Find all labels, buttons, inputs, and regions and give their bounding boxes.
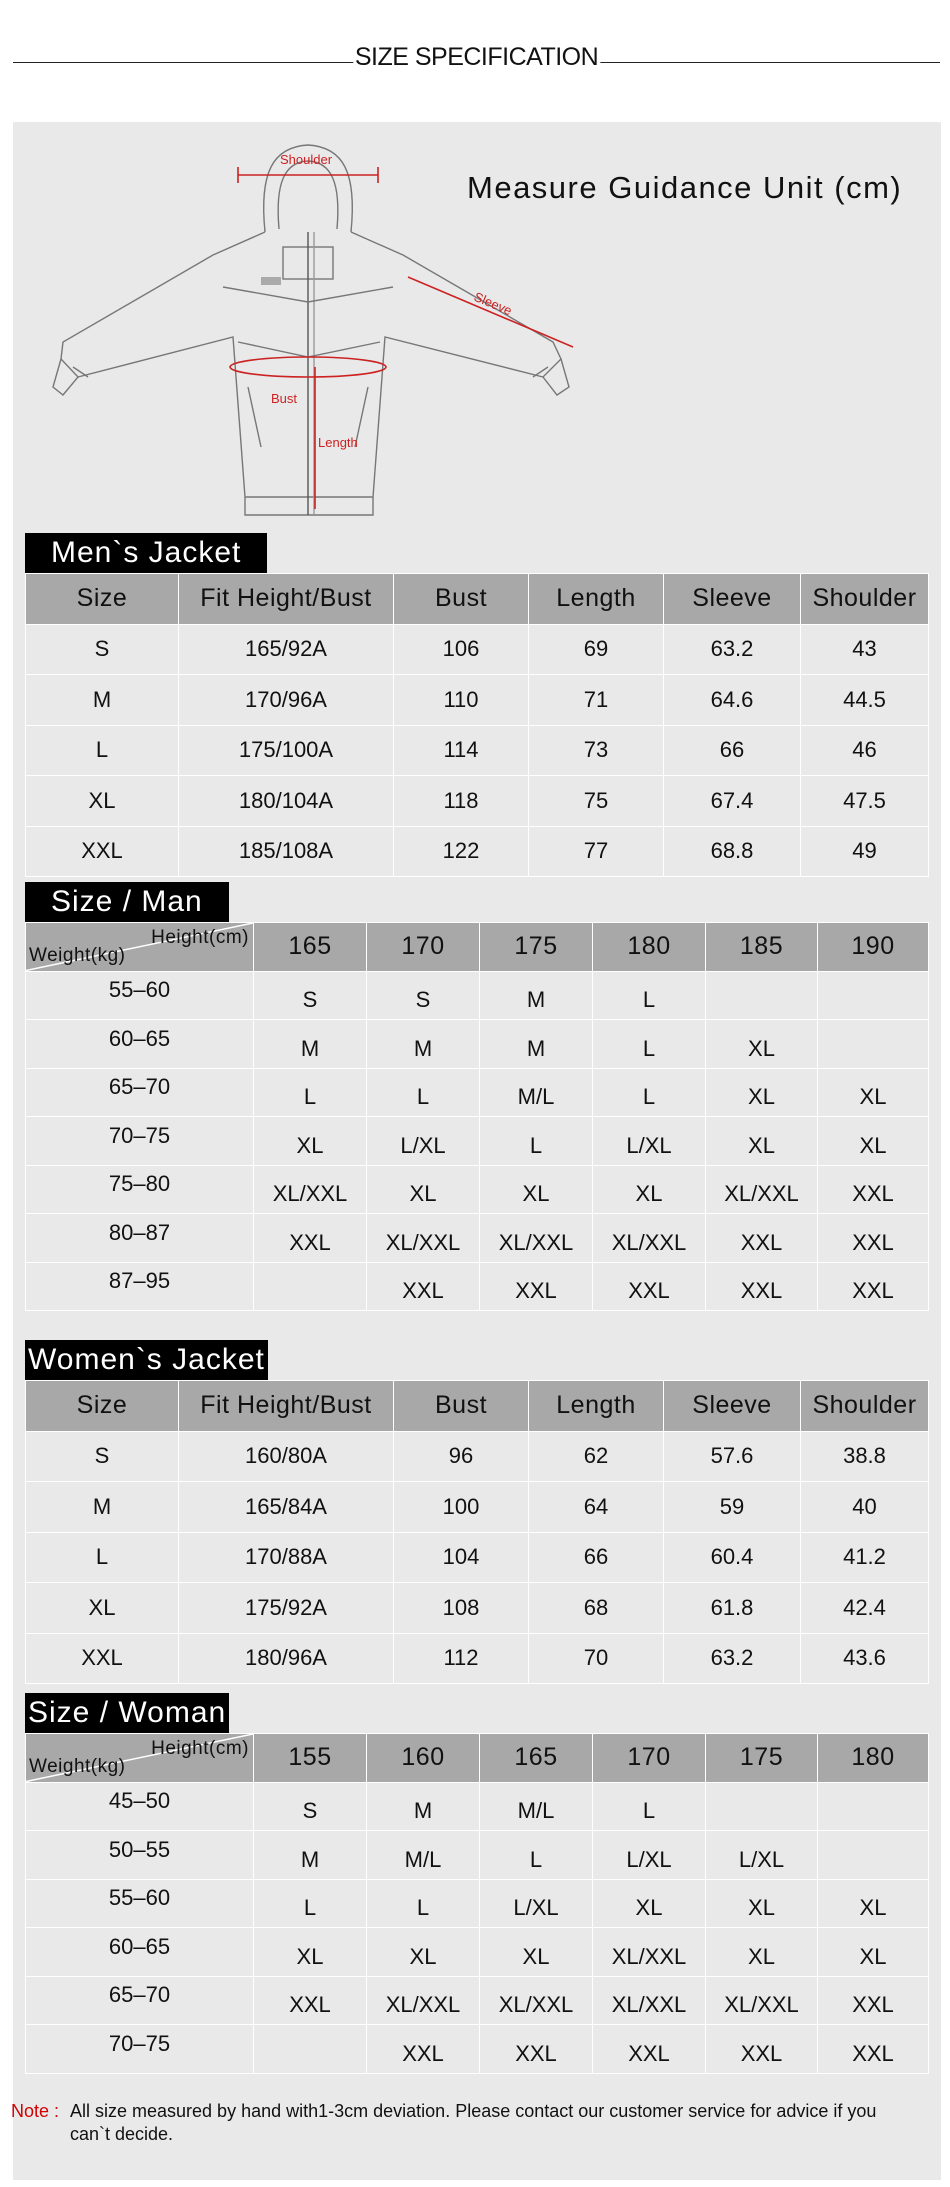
size-cell: XXL — [367, 1262, 480, 1311]
table-row — [26, 1262, 929, 1311]
size-cell — [254, 1262, 367, 1311]
size-cell: XL/XXL — [706, 1976, 818, 2025]
table-cell: S — [26, 624, 179, 675]
size-cell: XXL — [818, 2025, 929, 2074]
note-text: All size measured by hand with1-3cm deviation. Please contact our customer service for advice if you can`t decide. — [70, 2101, 877, 2144]
table-row — [26, 1020, 929, 1069]
size-cell: XXL — [818, 1262, 929, 1311]
size-cell: XL/XXL — [480, 1976, 593, 2025]
size-cell: XL — [480, 1165, 593, 1214]
weight-axis-label: Weight(kg) — [29, 1755, 126, 1777]
table-cell: 75 — [529, 776, 664, 827]
table-cell: 118 — [394, 776, 529, 827]
size-woman-tag: Size / Woman — [25, 1693, 229, 1733]
height-header: 165 — [254, 923, 367, 972]
mens-jacket-table — [25, 573, 929, 877]
size-cell: L — [367, 1879, 480, 1928]
size-cell: S — [367, 971, 480, 1020]
size-cell: XXL — [706, 2025, 818, 2074]
table-cell: 63.2 — [664, 1633, 801, 1684]
size-cell: XL/XXL — [367, 1214, 480, 1263]
table-cell: 57.6 — [664, 1431, 801, 1482]
size-cell: XL — [706, 1068, 818, 1117]
size-cell: XL — [254, 1928, 367, 1977]
height-header: 160 — [367, 1734, 480, 1783]
size-woman-table — [25, 1733, 929, 2074]
size-cell: L — [593, 1068, 706, 1117]
table-cell: 100 — [394, 1482, 529, 1533]
table-cell: 114 — [394, 725, 529, 776]
size-cell: XXL — [254, 1976, 367, 2025]
table-cell: 68.8 — [664, 826, 801, 877]
size-cell — [818, 1782, 929, 1831]
corner-header — [26, 923, 254, 972]
size-cell: XL — [480, 1928, 593, 1977]
size-cell: M — [367, 1020, 480, 1069]
height-header: 180 — [593, 923, 706, 972]
column-header: Shoulder — [801, 1381, 929, 1432]
size-cell: M — [480, 971, 593, 1020]
size-cell: M/L — [480, 1782, 593, 1831]
size-cell: L/XL — [480, 1879, 593, 1928]
size-cell — [818, 1831, 929, 1880]
column-header: Sleeve — [664, 1381, 801, 1432]
size-cell: XL — [367, 1165, 480, 1214]
table-row — [26, 1214, 929, 1263]
size-cell: L — [480, 1117, 593, 1166]
table-row — [26, 1165, 929, 1214]
size-cell: XXL — [367, 2025, 480, 2074]
size-cell — [818, 971, 929, 1020]
table-row — [26, 1431, 929, 1482]
size-cell: L/XL — [706, 1831, 818, 1880]
weight-cell: 70–75 — [26, 1117, 254, 1166]
height-header: 175 — [706, 1734, 818, 1783]
table-cell: 122 — [394, 826, 529, 877]
size-cell: XL/XXL — [254, 1165, 367, 1214]
size-man-tag: Size / Man — [25, 882, 229, 922]
table-cell: 47.5 — [801, 776, 929, 827]
table-row — [26, 1117, 929, 1166]
table-cell: 49 — [801, 826, 929, 877]
table-cell: 44.5 — [801, 675, 929, 726]
table-cell: 77 — [529, 826, 664, 877]
table-cell: 41.2 — [801, 1532, 929, 1583]
weight-cell: 70–75 — [26, 2025, 254, 2074]
size-cell: L — [254, 1068, 367, 1117]
size-cell: XL — [706, 1928, 818, 1977]
size-cell: L — [593, 1020, 706, 1069]
weight-cell: 60–65 — [26, 1020, 254, 1069]
bust-label: Bust — [271, 391, 298, 406]
section-heading — [13, 40, 940, 84]
guide-title: Measure Guidance Unit (cm) — [467, 170, 903, 205]
size-cell: XL — [706, 1879, 818, 1928]
weight-cell: 50–55 — [26, 1831, 254, 1880]
table-cell: 68 — [529, 1583, 664, 1634]
table-cell: 40 — [801, 1482, 929, 1533]
table-row — [26, 1976, 929, 2025]
table-row — [26, 725, 929, 776]
height-header: 165 — [480, 1734, 593, 1783]
table-row — [26, 1928, 929, 1977]
size-cell: XL/XXL — [593, 1928, 706, 1977]
size-cell: L/XL — [367, 1117, 480, 1166]
table-cell: 66 — [529, 1532, 664, 1583]
table-row — [26, 1879, 929, 1928]
weight-cell: 60–65 — [26, 1928, 254, 1977]
table-cell: 106 — [394, 624, 529, 675]
size-cell: L — [254, 1879, 367, 1928]
column-header: Fit Height/Bust — [179, 1381, 394, 1432]
column-header: Size — [26, 1381, 179, 1432]
column-header: Size — [26, 574, 179, 625]
size-cell: L — [593, 971, 706, 1020]
table-cell: L — [26, 725, 179, 776]
weight-cell: 87–95 — [26, 1262, 254, 1311]
size-cell: XXL — [818, 1214, 929, 1263]
height-header: 170 — [593, 1734, 706, 1783]
size-cell: XL/XXL — [480, 1214, 593, 1263]
size-cell: XL — [818, 1879, 929, 1928]
table-cell: 43 — [801, 624, 929, 675]
size-cell: L/XL — [593, 1831, 706, 1880]
shoulder-label: Shoulder — [280, 152, 333, 167]
size-cell: XXL — [706, 1262, 818, 1311]
mens-jacket-tag: Men`s Jacket — [25, 533, 267, 573]
column-header: Sleeve — [664, 574, 801, 625]
size-cell: L — [480, 1831, 593, 1880]
heading-title: SIZE SPECIFICATION — [353, 40, 600, 74]
size-cell: XXL — [706, 1214, 818, 1263]
table-cell: 185/108A — [179, 826, 394, 877]
sleeve-label: Sleeve — [471, 288, 515, 319]
table-cell: S — [26, 1431, 179, 1482]
table-cell: M — [26, 1482, 179, 1533]
height-header: 170 — [367, 923, 480, 972]
size-cell: XXL — [480, 1262, 593, 1311]
table-row — [26, 1068, 929, 1117]
size-cell: XL — [706, 1117, 818, 1166]
size-cell: S — [254, 971, 367, 1020]
table-cell: XXL — [26, 1633, 179, 1684]
size-chart-panel — [13, 122, 941, 2180]
table-cell: 160/80A — [179, 1431, 394, 1482]
table-cell: 96 — [394, 1431, 529, 1482]
size-cell: XXL — [593, 2025, 706, 2074]
size-cell: XL — [593, 1165, 706, 1214]
size-cell: XL — [593, 1879, 706, 1928]
table-cell: 38.8 — [801, 1431, 929, 1482]
table-cell: 165/84A — [179, 1482, 394, 1533]
size-man-table — [25, 922, 929, 1311]
column-header: Shoulder — [801, 574, 929, 625]
table-cell: 175/100A — [179, 725, 394, 776]
table-cell: 46 — [801, 725, 929, 776]
size-cell: XL — [818, 1068, 929, 1117]
size-cell: L — [593, 1782, 706, 1831]
column-header: Bust — [394, 1381, 529, 1432]
table-cell: 180/104A — [179, 776, 394, 827]
table-cell: 70 — [529, 1633, 664, 1684]
weight-axis-label: Weight(kg) — [29, 944, 126, 966]
length-label: Length — [318, 435, 358, 450]
table-row — [26, 971, 929, 1020]
table-row — [26, 1831, 929, 1880]
column-header: Length — [529, 574, 664, 625]
size-cell — [706, 971, 818, 1020]
table-cell: XL — [26, 776, 179, 827]
size-cell: XL/XXL — [706, 1165, 818, 1214]
height-axis-label: Height(cm) — [151, 1738, 249, 1759]
weight-cell: 80–87 — [26, 1214, 254, 1263]
table-cell: 175/92A — [179, 1583, 394, 1634]
table-row — [26, 1532, 929, 1583]
height-header: 185 — [706, 923, 818, 972]
size-cell: XL — [818, 1928, 929, 1977]
size-cell: S — [254, 1782, 367, 1831]
size-cell — [818, 1020, 929, 1069]
size-cell: M/L — [480, 1068, 593, 1117]
size-cell: XXL — [818, 1976, 929, 2025]
table-row — [26, 675, 929, 726]
weight-cell: 45–50 — [26, 1782, 254, 1831]
size-cell: XXL — [593, 1262, 706, 1311]
size-cell: M/L — [367, 1831, 480, 1880]
note-label: Note : — [11, 2101, 60, 2121]
table-row — [26, 1583, 929, 1634]
weight-cell: 75–80 — [26, 1165, 254, 1214]
height-header: 155 — [254, 1734, 367, 1783]
womens-jacket-table — [25, 1380, 929, 1684]
table-cell: 180/96A — [179, 1633, 394, 1684]
table-cell: 69 — [529, 624, 664, 675]
size-cell: M — [254, 1831, 367, 1880]
table-cell: 71 — [529, 675, 664, 726]
table-cell: 110 — [394, 675, 529, 726]
table-row — [26, 2025, 929, 2074]
womens-jacket-tag: Women`s Jacket — [25, 1340, 268, 1380]
table-cell: 66 — [664, 725, 801, 776]
height-header: 190 — [818, 923, 929, 972]
table-row — [26, 624, 929, 675]
table-cell: 108 — [394, 1583, 529, 1634]
table-cell: 63.2 — [664, 624, 801, 675]
size-cell: XL/XXL — [367, 1976, 480, 2025]
size-cell: XL — [706, 1020, 818, 1069]
table-cell: 104 — [394, 1532, 529, 1583]
size-cell: M — [367, 1782, 480, 1831]
size-cell: XL — [254, 1117, 367, 1166]
table-cell: 165/92A — [179, 624, 394, 675]
size-cell: XL/XXL — [593, 1976, 706, 2025]
column-header: Fit Height/Bust — [179, 574, 394, 625]
weight-cell: 55–60 — [26, 971, 254, 1020]
table-cell: M — [26, 675, 179, 726]
table-row — [26, 776, 929, 827]
table-cell: 62 — [529, 1431, 664, 1482]
size-cell: XXL — [818, 1165, 929, 1214]
table-cell: 61.8 — [664, 1583, 801, 1634]
height-header: 175 — [480, 923, 593, 972]
table-row — [26, 1633, 929, 1684]
weight-cell: 55–60 — [26, 1879, 254, 1928]
size-cell: XXL — [254, 1214, 367, 1263]
size-cell: XL/XXL — [593, 1214, 706, 1263]
table-cell: XXL — [26, 826, 179, 877]
table-row — [26, 1482, 929, 1533]
weight-cell: 65–70 — [26, 1068, 254, 1117]
column-header: Bust — [394, 574, 529, 625]
table-row — [26, 1782, 929, 1831]
table-cell: 43.6 — [801, 1633, 929, 1684]
size-cell: XL — [818, 1117, 929, 1166]
height-header: 180 — [818, 1734, 929, 1783]
table-cell: 112 — [394, 1633, 529, 1684]
weight-cell: 65–70 — [26, 1976, 254, 2025]
table-cell: 60.4 — [664, 1532, 801, 1583]
column-header: Length — [529, 1381, 664, 1432]
table-cell: 64.6 — [664, 675, 801, 726]
size-cell: XXL — [480, 2025, 593, 2074]
table-cell: XL — [26, 1583, 179, 1634]
table-cell: 42.4 — [801, 1583, 929, 1634]
table-cell: 67.4 — [664, 776, 801, 827]
size-cell — [254, 2025, 367, 2074]
size-cell: XL — [367, 1928, 480, 1977]
table-cell: L — [26, 1532, 179, 1583]
table-cell: 170/96A — [179, 675, 394, 726]
size-cell — [706, 1782, 818, 1831]
table-cell: 64 — [529, 1482, 664, 1533]
table-cell: 170/88A — [179, 1532, 394, 1583]
height-axis-label: Height(cm) — [151, 927, 249, 948]
size-cell: M — [480, 1020, 593, 1069]
corner-header — [26, 1734, 254, 1783]
size-cell: L/XL — [593, 1117, 706, 1166]
table-cell: 59 — [664, 1482, 801, 1533]
size-cell: L — [367, 1068, 480, 1117]
size-cell: M — [254, 1020, 367, 1069]
table-row — [26, 826, 929, 877]
table-cell: 73 — [529, 725, 664, 776]
